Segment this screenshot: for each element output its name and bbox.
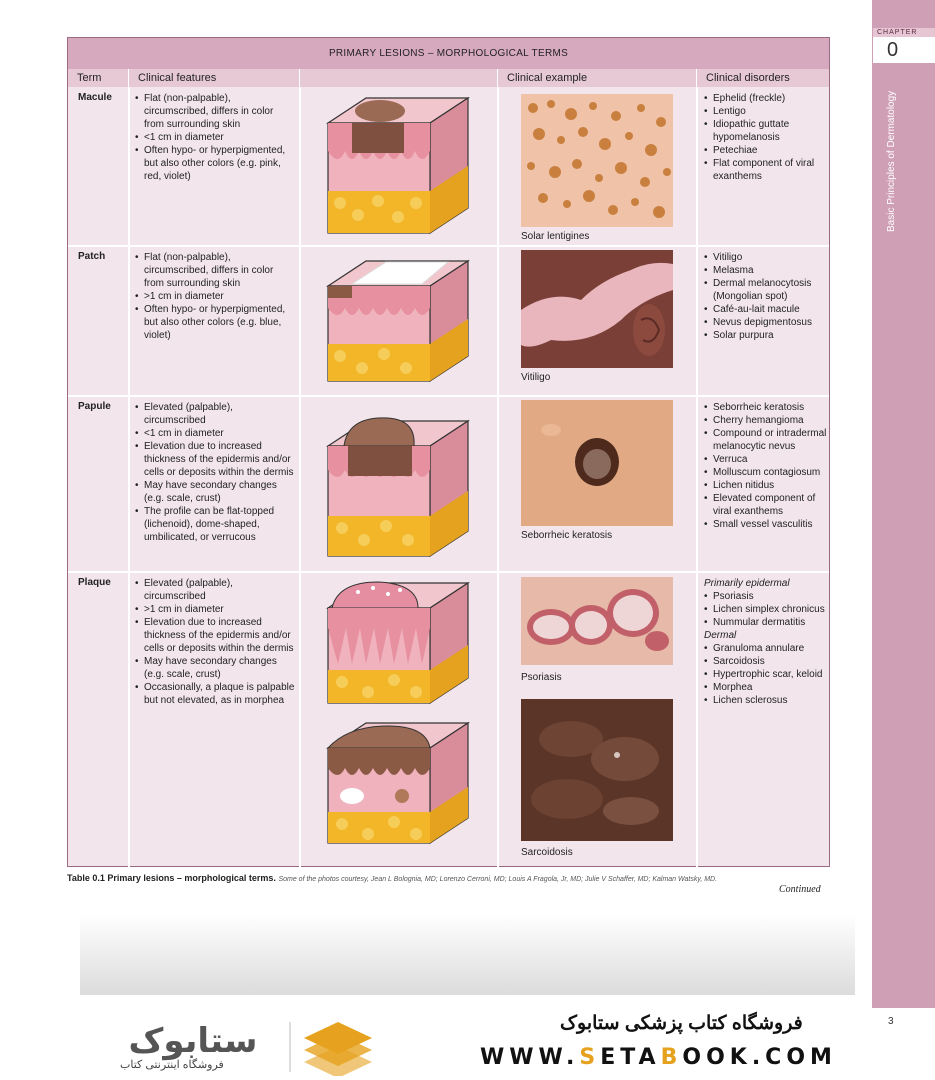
chapter-title: Basic Principles of Dermatology [886, 90, 897, 232]
feature-item: • >1 cm in diameter [135, 603, 295, 616]
example-caption: Seborrheic keratosis [521, 530, 613, 541]
disorder-item: • Cherry hemangioma [704, 414, 828, 427]
disorder-item: • Compound or intradermal melanocytic nevus [704, 427, 828, 453]
row-divider [68, 571, 829, 573]
disorder-item: • Flat component of viral exanthems [704, 157, 828, 183]
disorder-item: • Ephelid (freckle) [704, 92, 828, 105]
plaque-disorders [704, 577, 828, 707]
disorder-item: • Hypertrophic scar, keloid [704, 668, 828, 681]
disorder-item: • Idiopathic guttate hypomelanosis [704, 118, 828, 144]
disorder-item: • Morphea [704, 681, 828, 694]
feature-item: • May have secondary changes (e.g. scale, crust) [135, 479, 295, 505]
plaque-epidermal-diagram [318, 578, 478, 708]
row-divider [68, 245, 829, 247]
disorder-item: • Nummular dermatitis [704, 616, 828, 629]
logo-book-icon [304, 1022, 372, 1076]
term-macule: Macule [78, 92, 112, 103]
logo-text: ستابوک [128, 1021, 258, 1061]
patch-features [135, 251, 295, 342]
feature-item: • Occasionally, a plaque is palpable but not elevated, as in morphea [135, 681, 295, 707]
disorder-item: • Small vessel vasculitis [704, 518, 828, 531]
disorder-heading: Dermal [704, 630, 737, 641]
column-divider [128, 87, 130, 867]
seborrheic-keratosis-photo [521, 400, 673, 526]
feature-item: • May have secondary changes (e.g. scale, crust) [135, 655, 295, 681]
morphology-table [67, 37, 830, 867]
url-part: WWW. [480, 1045, 580, 1070]
column-divider [696, 87, 698, 867]
disorder-heading: Primarily epidermal [704, 578, 790, 589]
chapter-number: 0 [873, 37, 935, 63]
disorder-item: • Verruca [704, 453, 828, 466]
plaque-dermal-diagram [318, 718, 478, 848]
example-caption: Sarcoidosis [521, 847, 573, 858]
disorder-item: • Molluscum contagiosum [704, 466, 828, 479]
header-clinical-disorders: Clinical disorders [696, 69, 829, 87]
caption-credit: Some of the photos courtesy, Jean L Bolognia, MD; Lorenzo Cerroni, MD; Louis A Fragola, Jr, MD; Julie V Schaffer, MD; Kalman Watsky, MD. [278, 876, 718, 883]
table-caption [67, 873, 837, 883]
patch-disorders [704, 251, 828, 342]
shop-url[interactable] [480, 1045, 837, 1070]
papule-diagram [318, 406, 478, 566]
feature-item: • Elevated (palpable), circumscribed [135, 577, 295, 603]
page-shadow [80, 915, 855, 995]
disorder-item: • Vitiligo [704, 251, 828, 264]
url-highlight: B [660, 1045, 683, 1070]
url-highlight: S [579, 1045, 601, 1070]
header-illustration [299, 69, 497, 87]
feature-item: • <1 cm in diameter [135, 427, 295, 440]
patch-diagram [318, 256, 478, 386]
disorder-item: • Psoriasis [704, 590, 828, 603]
url-part: ETA [600, 1045, 661, 1070]
feature-item: • >1 cm in diameter [135, 290, 295, 303]
url-part: OOK.COM [682, 1045, 837, 1070]
solar-lentigines-photo [521, 94, 673, 227]
example-caption: Vitiligo [521, 372, 551, 383]
plaque-features [135, 577, 295, 707]
disorder-item: • Café-au-lait macule [704, 303, 828, 316]
feature-item: • Elevation due to increased thickness of the epidermis and/or cells or deposits within the dermis [135, 440, 295, 479]
term-patch: Patch [78, 251, 106, 262]
disorder-item: • Dermal melanocytosis (Mongolian spot) [704, 277, 828, 303]
psoriasis-photo [521, 577, 673, 665]
chapter-label: CHAPTER [873, 28, 935, 37]
papule-features [135, 401, 295, 544]
table-title: PRIMARY LESIONS – MORPHOLOGICAL TERMS [68, 38, 829, 69]
disorder-item: • Granuloma annulare [704, 642, 828, 655]
feature-item: • <1 cm in diameter [135, 131, 295, 144]
vitiligo-photo [521, 250, 673, 368]
disorder-item: • Lichen nitidus [704, 479, 828, 492]
feature-item: • Elevated (palpable), circumscribed [135, 401, 295, 427]
row-divider [68, 395, 829, 397]
continued-note: Continued [779, 884, 821, 895]
disorder-item: • Lentigo [704, 105, 828, 118]
feature-item: • The profile can be flat-topped (lichenoid), dome-shaped, umbilicated, or verrucous [135, 505, 295, 544]
disorder-item: • Seborrheic keratosis [704, 401, 828, 414]
feature-item: • Flat (non-palpable), circumscribed, differs in color from surrounding skin [135, 92, 295, 131]
papule-disorders [704, 401, 828, 531]
macule-features [135, 92, 295, 183]
disorder-item: • Nevus depigmentosus [704, 316, 828, 329]
disorder-item: • Solar purpura [704, 329, 828, 342]
page-number: 3 [888, 1016, 894, 1027]
feature-item: • Elevation due to increased thickness of the epidermis and/or cells or deposits within the dermis [135, 616, 295, 655]
disorder-item: • Lichen simplex chronicus [704, 603, 828, 616]
disorder-item: • Petechiae [704, 144, 828, 157]
macule-diagram [318, 93, 478, 243]
caption-label: Table 0.1 [67, 873, 105, 883]
example-caption: Solar lentigines [521, 231, 590, 242]
chapter-sidebar [872, 0, 935, 1008]
column-divider [497, 87, 499, 867]
sarcoidosis-photo [521, 699, 673, 841]
column-divider [299, 87, 301, 867]
header-term: Term [68, 69, 128, 87]
logo-subtitle: فروشگاه اینترنتی کتاب [120, 1059, 224, 1071]
disorder-item: • Melasma [704, 264, 828, 277]
feature-item: • Often hypo- or hyperpigmented, but also other colors (e.g. pink, red, violet) [135, 144, 295, 183]
disorder-item: • Lichen sclerosus [704, 694, 828, 707]
term-plaque: Plaque [78, 577, 111, 588]
caption-title: Primary lesions – morphological terms. [107, 873, 276, 883]
feature-item: • Often hypo- or hyperpigmented, but also other colors (e.g. blue, violet) [135, 303, 295, 342]
header-clinical-features: Clinical features [128, 69, 299, 87]
header-clinical-example: Clinical example [497, 69, 696, 87]
example-caption: Psoriasis [521, 672, 562, 683]
disorder-item: • Elevated component of viral exanthems [704, 492, 828, 518]
feature-item: • Flat (non-palpable), circumscribed, differs in color from surrounding skin [135, 251, 295, 290]
disorder-item: • Sarcoidosis [704, 655, 828, 668]
shop-name: فروشگاه کتاب پزشکی ستابوک [560, 1013, 803, 1034]
macule-disorders [704, 92, 828, 183]
term-papule: Papule [78, 401, 111, 412]
